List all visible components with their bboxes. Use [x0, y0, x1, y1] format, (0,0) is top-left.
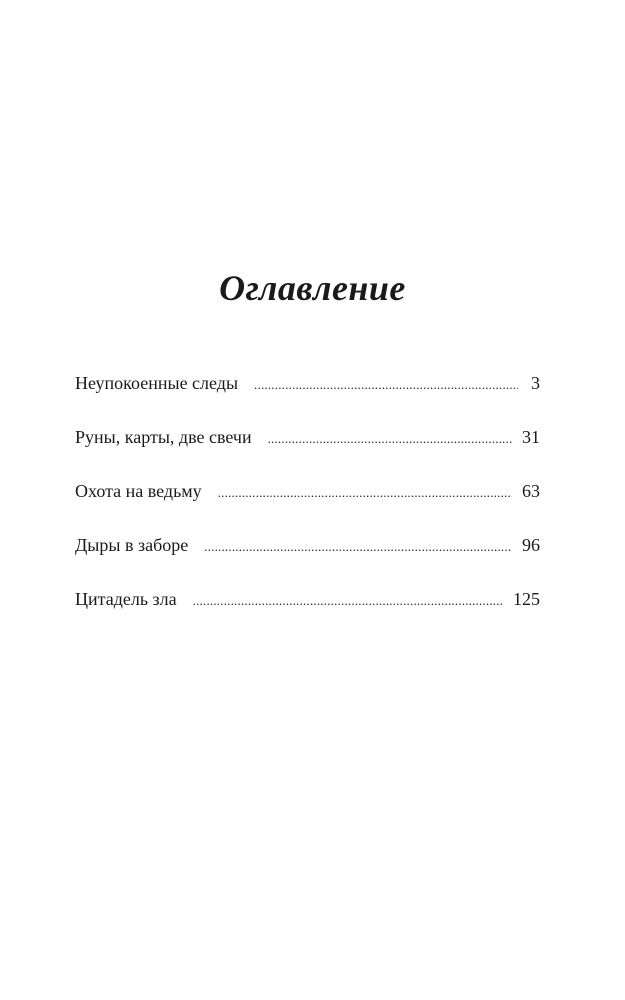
- dot-leader: [254, 373, 518, 397]
- toc-entry-title: Дыры в заборе: [75, 535, 189, 555]
- toc-entry: [75, 479, 540, 533]
- toc-entry: [75, 425, 540, 479]
- dot-leader: [193, 589, 503, 613]
- toc-entry: [75, 587, 540, 641]
- toc-page-number: 96: [522, 535, 540, 555]
- toc-entry-title: Цитадель зла: [75, 589, 177, 609]
- toc-entry-title: Неупокоенные следы: [75, 373, 239, 393]
- toc-page-number: 63: [522, 481, 540, 501]
- toc-entry-title: Руны, карты, две свечи: [75, 427, 252, 447]
- toc-list: [75, 371, 540, 641]
- toc-entry: [75, 533, 540, 587]
- toc-entry: [75, 371, 540, 425]
- toc-page-number: 31: [522, 427, 540, 447]
- dot-leader: [268, 427, 512, 451]
- toc-page-number: 3: [531, 373, 540, 393]
- dot-leader: [218, 481, 512, 505]
- toc-heading: Оглавление: [219, 268, 406, 309]
- toc-page-number: 125: [513, 589, 540, 609]
- dot-leader: [204, 535, 512, 559]
- toc-entry-title: Охота на ведьму: [75, 481, 202, 501]
